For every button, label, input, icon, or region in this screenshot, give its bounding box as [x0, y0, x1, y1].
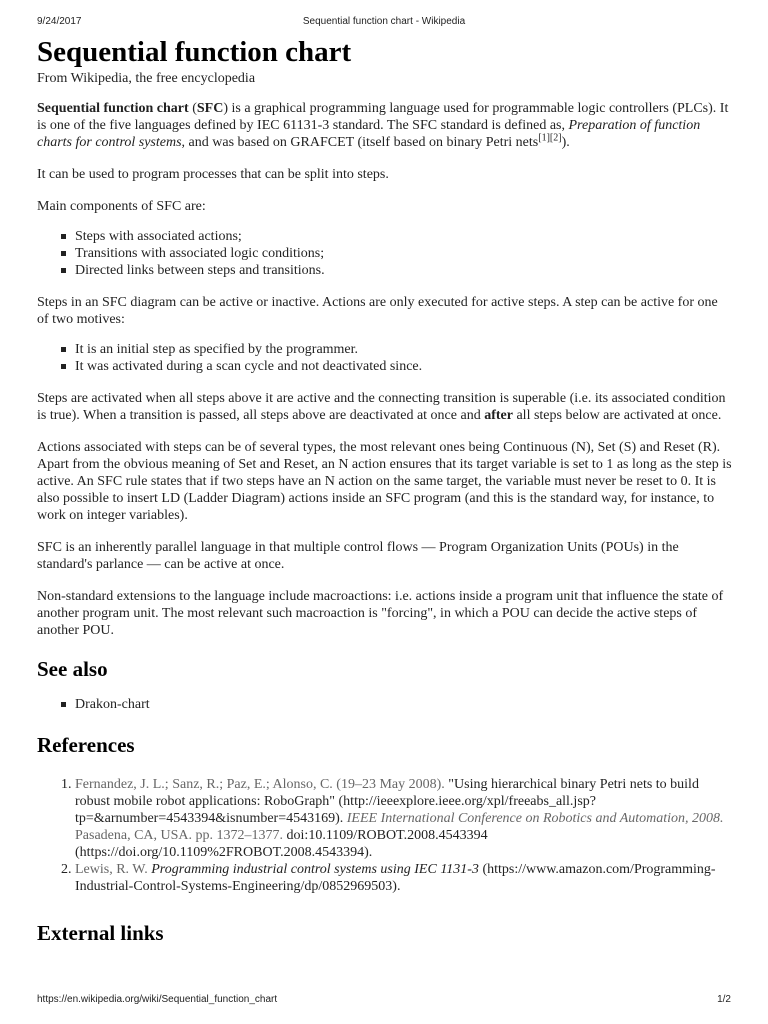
intro-text-2: ) is a graphical programming language used for programmable logic controllers (PLCs). It is one of the five languages defined by IEC 61131-3 standard. The SFC standard is defined as,: [37, 101, 729, 133]
intro-bold-abbrev: SFC: [196, 101, 224, 116]
list-item: Steps with associated actions;: [75, 228, 732, 245]
print-date: 9/24/2017: [37, 16, 82, 27]
print-footer: [37, 994, 731, 1008]
steps-paragraph: Steps in an SFC diagram can be active or inactive. Actions are only executed for active steps. A step can be active for one of two motives:: [37, 295, 718, 327]
intro-text-4: ).: [561, 135, 570, 150]
components-list: [37, 228, 732, 279]
list-item: It is an initial step as specified by the programmer.: [75, 341, 732, 358]
reference-1: [75, 776, 732, 861]
list-item: Directed links between steps and transitions.: [75, 262, 732, 279]
activation-bold-after: after: [484, 408, 513, 423]
article-tagline: From Wikipedia, the free encyclopedia: [37, 71, 256, 86]
article-title: Sequential function chart: [37, 36, 352, 68]
intro-paragraph: [37, 100, 732, 151]
print-page-number: 1/2: [717, 994, 731, 1005]
intro-text-3: , and was based on GRAFCET (itself based on binary Petri nets: [181, 135, 539, 150]
see-also-link[interactable]: Drakon-chart: [75, 696, 732, 713]
print-page-title: Sequential function chart - Wikipedia: [302, 16, 466, 27]
citation-1-link[interactable]: [1]: [538, 132, 550, 144]
see-also-list: [37, 696, 732, 713]
activation-text-2: all steps below are activated at once.: [512, 408, 722, 423]
see-also-heading: See also: [37, 657, 108, 681]
citation-2-link[interactable]: [2]: [549, 132, 562, 144]
print-header: [37, 16, 731, 30]
list-item: Transitions with associated logic conditions;: [75, 245, 732, 262]
split-paragraph: It can be used to program processes that can be split into steps.: [37, 167, 389, 182]
reference-1-title-link[interactable]: "Using hierarchical binary Petri nets to build robust mobile robot applications: RoboGraph" (http://ieeexplore.ieee.org/xpl/freeabs_all.jsp?tp=&arnumber=4543394&isnumber=4543169).: [75, 777, 699, 826]
print-url: https://en.wikipedia.org/wiki/Sequential_function_chart: [37, 994, 278, 1005]
reference-2-author[interactable]: Lewis, R. W.: [75, 862, 148, 877]
article-content: [37, 34, 732, 960]
intro-italic-title: Preparation of function charts for control systems: [37, 118, 701, 150]
activation-text-1: Steps are activated when all steps above it are active and the connecting transition is superable (i.e. its associated condition is true). When a transition is passed, all steps above are deactivated at once and: [37, 391, 726, 423]
reference-1-authors[interactable]: Fernandez, J. L.; Sanz, R.; Paz, E.; Alonso, C. (19–23 May 2008).: [75, 777, 445, 792]
reference-2-url[interactable]: (https://www.amazon.com/Programming-Industrial-Control-Systems-Engineering/dp/0852969503).: [75, 862, 716, 894]
reference-1-place: Pasadena, CA, USA. pp. 1372–1377.: [75, 828, 284, 843]
parallel-paragraph: SFC is an inherently parallel language in that multiple control flows — Program Organization Units (POUs) in the standard's parlance — can be active at once.: [37, 540, 679, 572]
motives-list: [37, 341, 732, 375]
intro-text-1: (: [188, 101, 197, 116]
components-intro: Main components of SFC are:: [37, 199, 206, 214]
reference-1-doi-link[interactable]: doi:10.1109/ROBOT.2008.4543394 (https://doi.org/10.1109%2FROBOT.2008.4543394).: [75, 828, 488, 860]
activation-paragraph: [37, 390, 732, 424]
reference-2: [75, 861, 732, 895]
reference-2-title-link[interactable]: Programming industrial control systems using IEC 1131-3: [151, 862, 479, 877]
nonstandard-paragraph: Non-standard extensions to the language include macroactions: i.e. actions inside a program unit that influence the state of another program unit. The most relevant such macroaction is "forcing", in which a POU can decide the active steps of another POU.: [37, 589, 724, 638]
references-heading: References: [37, 733, 135, 757]
intro-bold-term: Sequential function chart: [37, 101, 189, 116]
external-links-heading: External links: [37, 921, 164, 945]
list-item: It was activated during a scan cycle and not deactivated since.: [75, 358, 732, 375]
references-list: [37, 776, 732, 895]
actions-paragraph: Actions associated with steps can be of several types, the most relevant ones being Continuous (N), Set (S) and Reset (R). Apart from the obvious meaning of Set and Reset, an N action ensures that its target variable is set to 1 as long as the step is active. An SFC rule states that if two steps have an N action on the same target, the variable must never be reset to 0. It is also possible to insert LD (Ladder Diagram) actions inside an SFC program (and this is the standard way, for instance, to work on integer variables).: [37, 440, 732, 523]
reference-1-journal: IEEE International Conference on Robotics and Automation, 2008.: [343, 811, 724, 826]
